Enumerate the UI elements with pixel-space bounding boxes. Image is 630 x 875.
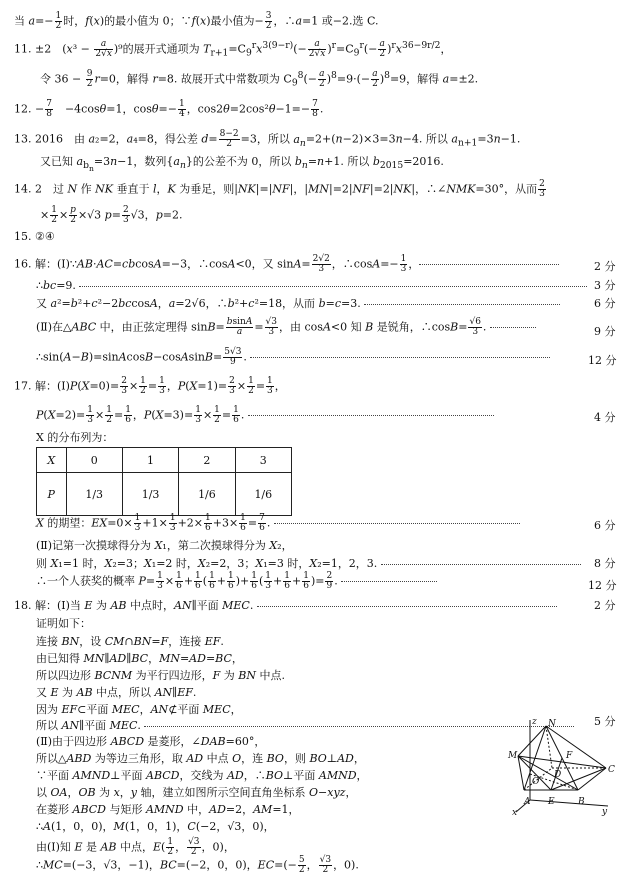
label-x: x xyxy=(512,808,518,816)
answer-16: 16. 解：(Ⅰ)∵AB·AC=cbcosA=−3，∴cosA<0，又 sinA= $\frac{2√2}{3}$ ，∴cosA=− $\frac{1}{3}$ ， xyxy=(14,255,559,274)
table-cell: 1/6 xyxy=(179,473,235,516)
part2-line-4: 以 OA，OB 为 x，y 轴，建立如图所示空间直角坐标系 O−xyz， xyxy=(36,786,357,799)
label-M: M xyxy=(508,751,518,761)
label-O: O xyxy=(532,777,540,787)
proof-line-4: 又 E 为 AB 中点，所以 AN∥EF. xyxy=(36,686,197,699)
answer-18: 18. 解：(Ⅰ)当 E 为 AB 中点时，AN∥平面 MEC. xyxy=(14,600,557,611)
table-cell: 1/3 xyxy=(122,473,178,516)
answer-17-part2: (Ⅱ)记第一次摸球得分为 X₁，第二次摸球得分为 X₂， xyxy=(36,539,293,552)
line-1: 当 a=− $\frac{1}{2}$ 时，f(x)的最小值为 0；∵f(x)最小值为− $\frac{3}{2}$ ，∴a=1 或−2.选 C. xyxy=(14,11,379,31)
answer-17-cases: 则 X₁=1 时，X₂=3；X₁=2 时，X₂=2，3；X₁=3 时，X₂=1，2，3. xyxy=(36,558,581,569)
score-16-5: 12 分 xyxy=(588,354,617,367)
label-N: N xyxy=(548,719,556,729)
score-17-3: 8 分 xyxy=(594,557,616,570)
label-D: D xyxy=(554,770,562,780)
proof-line-2: 由已知得 MN∥AD∥BC，MN=AD=BC， xyxy=(36,652,243,665)
part2-line-7: 由(Ⅰ)知 E 是 AB 中点，E( $\frac{1}{2}$ ， $\frac{√3}{2}$ ，0)， xyxy=(36,837,235,857)
table-cell: X xyxy=(37,448,67,473)
part2-line-1: (Ⅱ)由于四边形 ABCD 是菱形，∠DAB=60°， xyxy=(36,735,266,748)
score-16-1: 2 分 xyxy=(594,260,616,273)
answer-17-p2: P(X=2)= $\frac{1}{3}$ × $\frac{1}{2}$ = $\frac{1}{6}$ ，P(X=3)= $\frac{1}{3}$ × $\frac{1}{2}$ = $\frac{1}{6}$ . xyxy=(36,406,494,425)
proof-line-6: 所以 AN∥平面 MEC. xyxy=(36,720,574,731)
table-cell: 3 xyxy=(235,448,291,473)
score-17-4: 12 分 xyxy=(588,579,617,592)
table-cell: 0 xyxy=(66,448,122,473)
part2-line-6: ∴A(1，0，0)，M(1，0，1)，C(−2，√3，0)， xyxy=(36,820,275,833)
score-18-2: 5 分 xyxy=(594,715,616,728)
score-18-1: 2 分 xyxy=(594,599,616,612)
answer-12: 12. − $\frac{7}{8}$ −4cosθ=1，cosθ=− $\frac{1}{4}$ ，cos2θ=2cos²θ−1=− $\frac{7}{8}$ . xyxy=(14,99,324,119)
geometry-figure xyxy=(506,716,618,816)
answer-17: 17. 解：(Ⅰ)P(X=0)= $\frac{2}{3}$ × $\frac{1}{2}$ = $\frac{1}{3}$ ，P(X=1)= $\frac{2}{3}$ × $\frac{1}{2}$ = $\frac{1}{3}$ ， xyxy=(14,376,286,396)
table-row xyxy=(37,448,292,473)
proof-heading: 证明如下： xyxy=(36,617,91,630)
table-row xyxy=(37,473,292,516)
table-cell: 2 xyxy=(179,448,235,473)
answer-17-prob: ∴一个人获奖的概率 P= $\frac{1}{3}$ × $\frac{1}{6}$ + $\frac{1}{6}$ ( $\frac{1}{6}$ + $\frac{1}{6}$ )+ $\frac{1}{6}$ ( $\frac{1}{3}$ + $\frac{1}{6}$ + $\frac{1}{6}$ )= $\frac{2}{9}$ . xyxy=(36,572,437,591)
answer-16-part2: (Ⅱ)在△ABC 中，由正弦定理得 sinB= $\frac{bsinA}{a}$ = $\frac{√3}{3}$ ，由 cosA<0 知 B 是锐角，∴cosB= $\frac{√6}{3}$ . xyxy=(36,318,536,337)
answer-17-expectation: X 的期望：EX=0× $\frac{1}{3}$ +1× $\frac{1}{3}$ +2× $\frac{1}{6}$ +3× $\frac{1}{6}$ = $\frac{7}{6}$ . xyxy=(36,514,520,533)
answer-13: 13. 2016 由 a₂=2，a₄=8，得公差 d= $\frac{8-2}{2}$ =3，所以 $a_n=2+(n-2)\times 3=3n-4$. 所以 $a_{n+1}=3n-1$. xyxy=(14,129,521,149)
label-y: y xyxy=(602,807,608,816)
table-cell: 1/6 xyxy=(235,473,291,516)
score-16-3: 6 分 xyxy=(594,297,616,310)
label-C: C xyxy=(608,765,615,775)
score-16-2: 3 分 xyxy=(594,279,616,292)
part2-line-2: 所以△ABD 为等边三角形，取 AD 中点 O，连 BO，则 BO⊥AD， xyxy=(36,752,365,765)
label-z: z xyxy=(532,717,537,727)
score-17-1: 4 分 xyxy=(594,411,616,424)
y-axis xyxy=(530,800,608,806)
answer-13-cont: 又已知 $a_{b_n}=3n-1$，数列$\{a_n\}$的公差不为 0，所以 $b_n=n+1$. 所以 $b_{2015}=2016$. xyxy=(40,155,444,174)
answer-14-cont: × $\frac{1}{2}$ × $\frac{p}{2}$ ×√3 p= $\frac{2}{3}$ √3，p=2. xyxy=(40,205,183,225)
part2-line-3: ∵平面 AMND⊥平面 ABCD，交线为 AD，∴BO⊥平面 AMND， xyxy=(36,769,368,782)
table-cell: 1/3 xyxy=(66,473,122,516)
answer-16-sin: ∴sin(A−B)=sinAcosB−cosAsinB= $\frac{5√3}{9}$ . xyxy=(36,348,550,367)
proof-line-3: 所以四边形 BCNM 为平行四边形，F 为 BN 中点. xyxy=(36,669,285,682)
answer-16-bc: ∴bc=9. xyxy=(36,280,587,291)
answer-15: 15. ②④ xyxy=(14,230,55,243)
part2-line-5: 在菱形 ABCD 与矩形 AMND 中，AD=2，AM=1， xyxy=(36,803,300,816)
label-F: F xyxy=(566,751,573,761)
answer-16-law: 又 a²=b²+c²−2bccosA，a=2√6，∴b²+c²=18，从而 b=c=3. xyxy=(36,298,560,309)
answer-11-cont: 令 36 − $\frac{9}{2}$ r=0，解得 r=8. 故展开式中常数项为 $C_9^8(-$ $\frac{a}{2}$ )$^8$=9·(− $\frac{a}{2}$ )$^8$=9，解得 a=±2. xyxy=(40,69,479,89)
label-B: B xyxy=(578,797,585,807)
distribution-table xyxy=(36,447,292,516)
score-17-2: 6 分 xyxy=(594,519,616,532)
label-A: A xyxy=(524,797,531,807)
answer-14: 14. 2 过 N 作 NK 垂直于 l，K 为垂足，则|NK|=|NF|，|MN|=2|NF|=2|NK|，∴∠NMK=30°，从而 $\frac{2}{3}$ xyxy=(14,179,545,199)
answer-17-dist-label: X 的分布列为： xyxy=(36,431,114,444)
table-cell: P xyxy=(37,473,67,516)
proof-line-1: 连接 BN，设 CM∩BN=F，连接 EF. xyxy=(36,635,224,648)
answer-11: 11. ±2 (x³ − $\frac{a}{2√x}$ )⁹的展开式通项为 $T_{r+1}=C_9^rx^{3(9-r)}(-$ $\frac{a}{2√x}$ )$^r=C_9^r(-$ $\frac{a}{2}$ )$^rx^{36-9r/2}$， xyxy=(14,39,452,59)
proof-line-5: 因为 EF⊂平面 MEC，AN⊄平面 MEC， xyxy=(36,703,242,716)
table-cell: 1 xyxy=(122,448,178,473)
label-E: E xyxy=(548,797,555,807)
score-16-4: 9 分 xyxy=(594,325,616,338)
part2-line-8: ∴MC=(−3，√3，−1)，BC=(−2，0，0)，EC=(− $\frac{5}{2}$ ， $\frac{√3}{2}$ ，0). xyxy=(36,855,359,875)
